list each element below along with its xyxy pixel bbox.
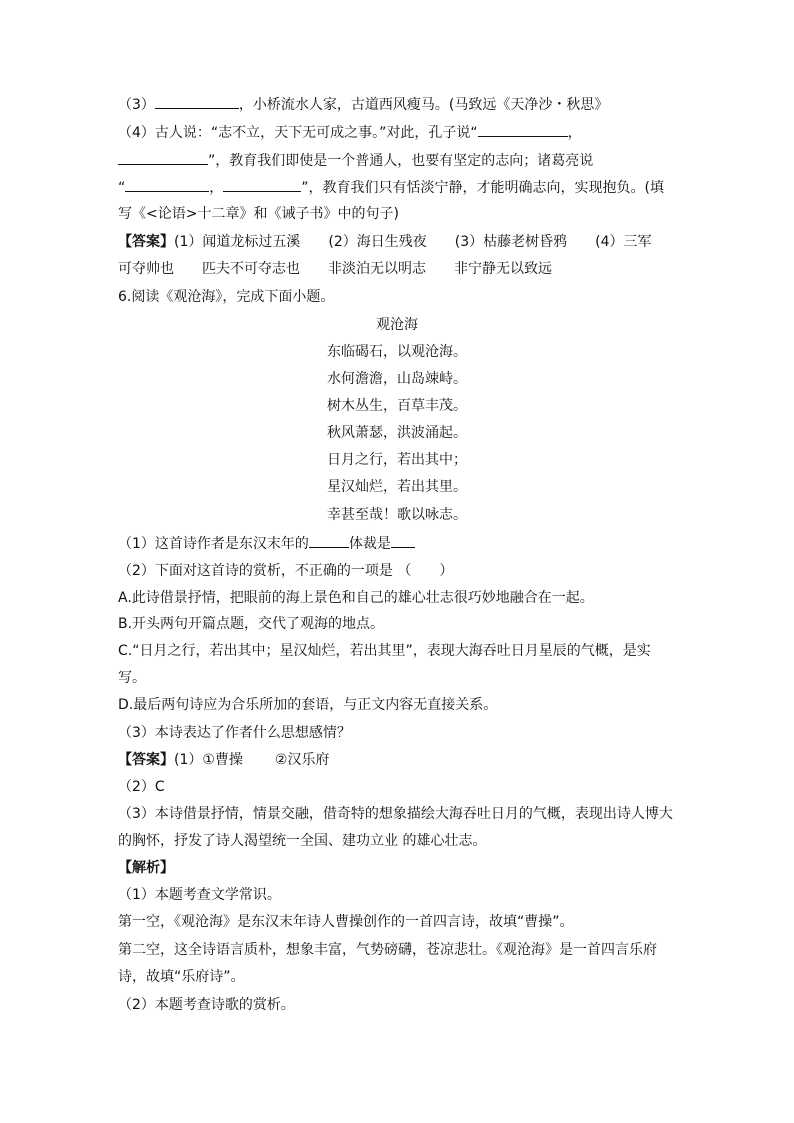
q5-item-4-line4: 写《<论语>十二章》和《诫子书》中的句子)	[118, 206, 399, 222]
answer-label: 【答案】	[118, 752, 174, 768]
q5-answer-line1: 【答案】(1）闻道龙标过五溪 (2）海日生残夜 (3）枯藤老树昏鸦 (4）三军	[118, 234, 652, 250]
fill-blank	[155, 94, 239, 109]
fill-blank	[478, 122, 568, 137]
answer-label: 【答案】	[118, 234, 174, 250]
analysis-line: 第二空，这全诗语言质朴，想象丰富，气势磅礴，苍凉悲壮。《观沧海》是一首四言乐府	[118, 942, 657, 958]
q5-item-4-line2: ”，教育我们即使是一个普通人，也要有坚定的志向；诸葛亮说	[118, 150, 688, 171]
q6-option-b: B.开头两句开篇点题，交代了观海的地点。	[118, 616, 385, 632]
q5-answer-line2: 可夺帅也 匹夫不可夺志也 非淡泊无以明志 非宁静无以致远	[118, 261, 552, 277]
analysis-line: 诗，故填“乐府诗”。	[118, 969, 245, 985]
q6-answer-2: （2）C	[118, 779, 165, 795]
q5-item-4-line1: （4）古人说：“志不立，天下无可成之事。”对此，孔子说“ ，	[118, 122, 688, 143]
poem-title: 观沧海	[376, 317, 418, 333]
q6-answer-3-line2: 的胸怀，抒发了诗人渴望统一全国、建功立业 的雄心壮志。	[118, 833, 487, 849]
fill-blank	[125, 177, 209, 192]
analysis-line: 第一空，《观沧海》是东汉末年诗人曹操创作的一首四言诗，故填“曹操”。	[118, 914, 574, 930]
fill-blank	[223, 177, 301, 192]
q6-option-c-line2: 写。	[118, 670, 146, 686]
poem-line: 星汉灿烂，若出其里。	[327, 479, 467, 495]
q6-option-c-line1: C.“日月之行，若出其中；星汉灿烂，若出其里”，表现大海吞吐日月星辰的气概，是实	[118, 643, 651, 659]
analysis-label: 【解析】	[118, 860, 174, 876]
q5-item-3: （3） ，小桥流水人家，古道西风瘦马。(马致远《天净沙・秋思》	[118, 94, 688, 115]
fill-blank	[118, 150, 208, 165]
poem-line: 日月之行，若出其中；	[327, 452, 467, 468]
fill-blank	[309, 533, 349, 548]
q6-answer-line1: 【答案】(1）①曹操 ②汉乐府	[118, 752, 330, 768]
q6-sub1: （1）这首诗作者是东汉末年的 体裁是	[118, 533, 688, 554]
poem-line: 东临碣石，以观沧海。	[327, 344, 467, 360]
poem-line: 幸甚至哉！歌以咏志。	[327, 507, 467, 523]
q6-sub3: （3）本诗表达了作者什么思想感情？	[118, 725, 351, 741]
analysis-line: （2）本题考查诗歌的赏析。	[118, 997, 295, 1013]
q6-answer-3-line1: （3）本诗借景抒情，情景交融，借奇特的想象描绘大海吞吐日月的气概，表现出诗人博大	[118, 806, 673, 822]
analysis-line: （1）本题考查文学常识。	[118, 887, 281, 903]
poem-line: 树木丛生，百草丰茂。	[327, 398, 467, 414]
q6-intro: 6.阅读《观沧海》，完成下面小题。	[118, 289, 335, 305]
q6-option-a: A.此诗借景抒情，把眼前的海上景色和自己的雄心壮志很巧妙地融合在一起。	[118, 590, 594, 606]
poem-line: 秋风萧瑟，洪波涌起。	[327, 425, 467, 441]
poem-line: 水何澹澹，山岛竦峙。	[327, 371, 467, 387]
q5-item-4-line3: “ ， ”，教育我们只有恬淡宁静，才能明确志向，实现抱负。(填	[118, 177, 688, 198]
q6-option-d: D.最后两句诗应为合乐所加的套语，与正文内容无直接关系。	[118, 697, 498, 713]
q6-sub2: （2）下面对这首诗的赏析，不正确的一项是 （ ）	[118, 563, 454, 579]
fill-blank	[391, 533, 415, 548]
